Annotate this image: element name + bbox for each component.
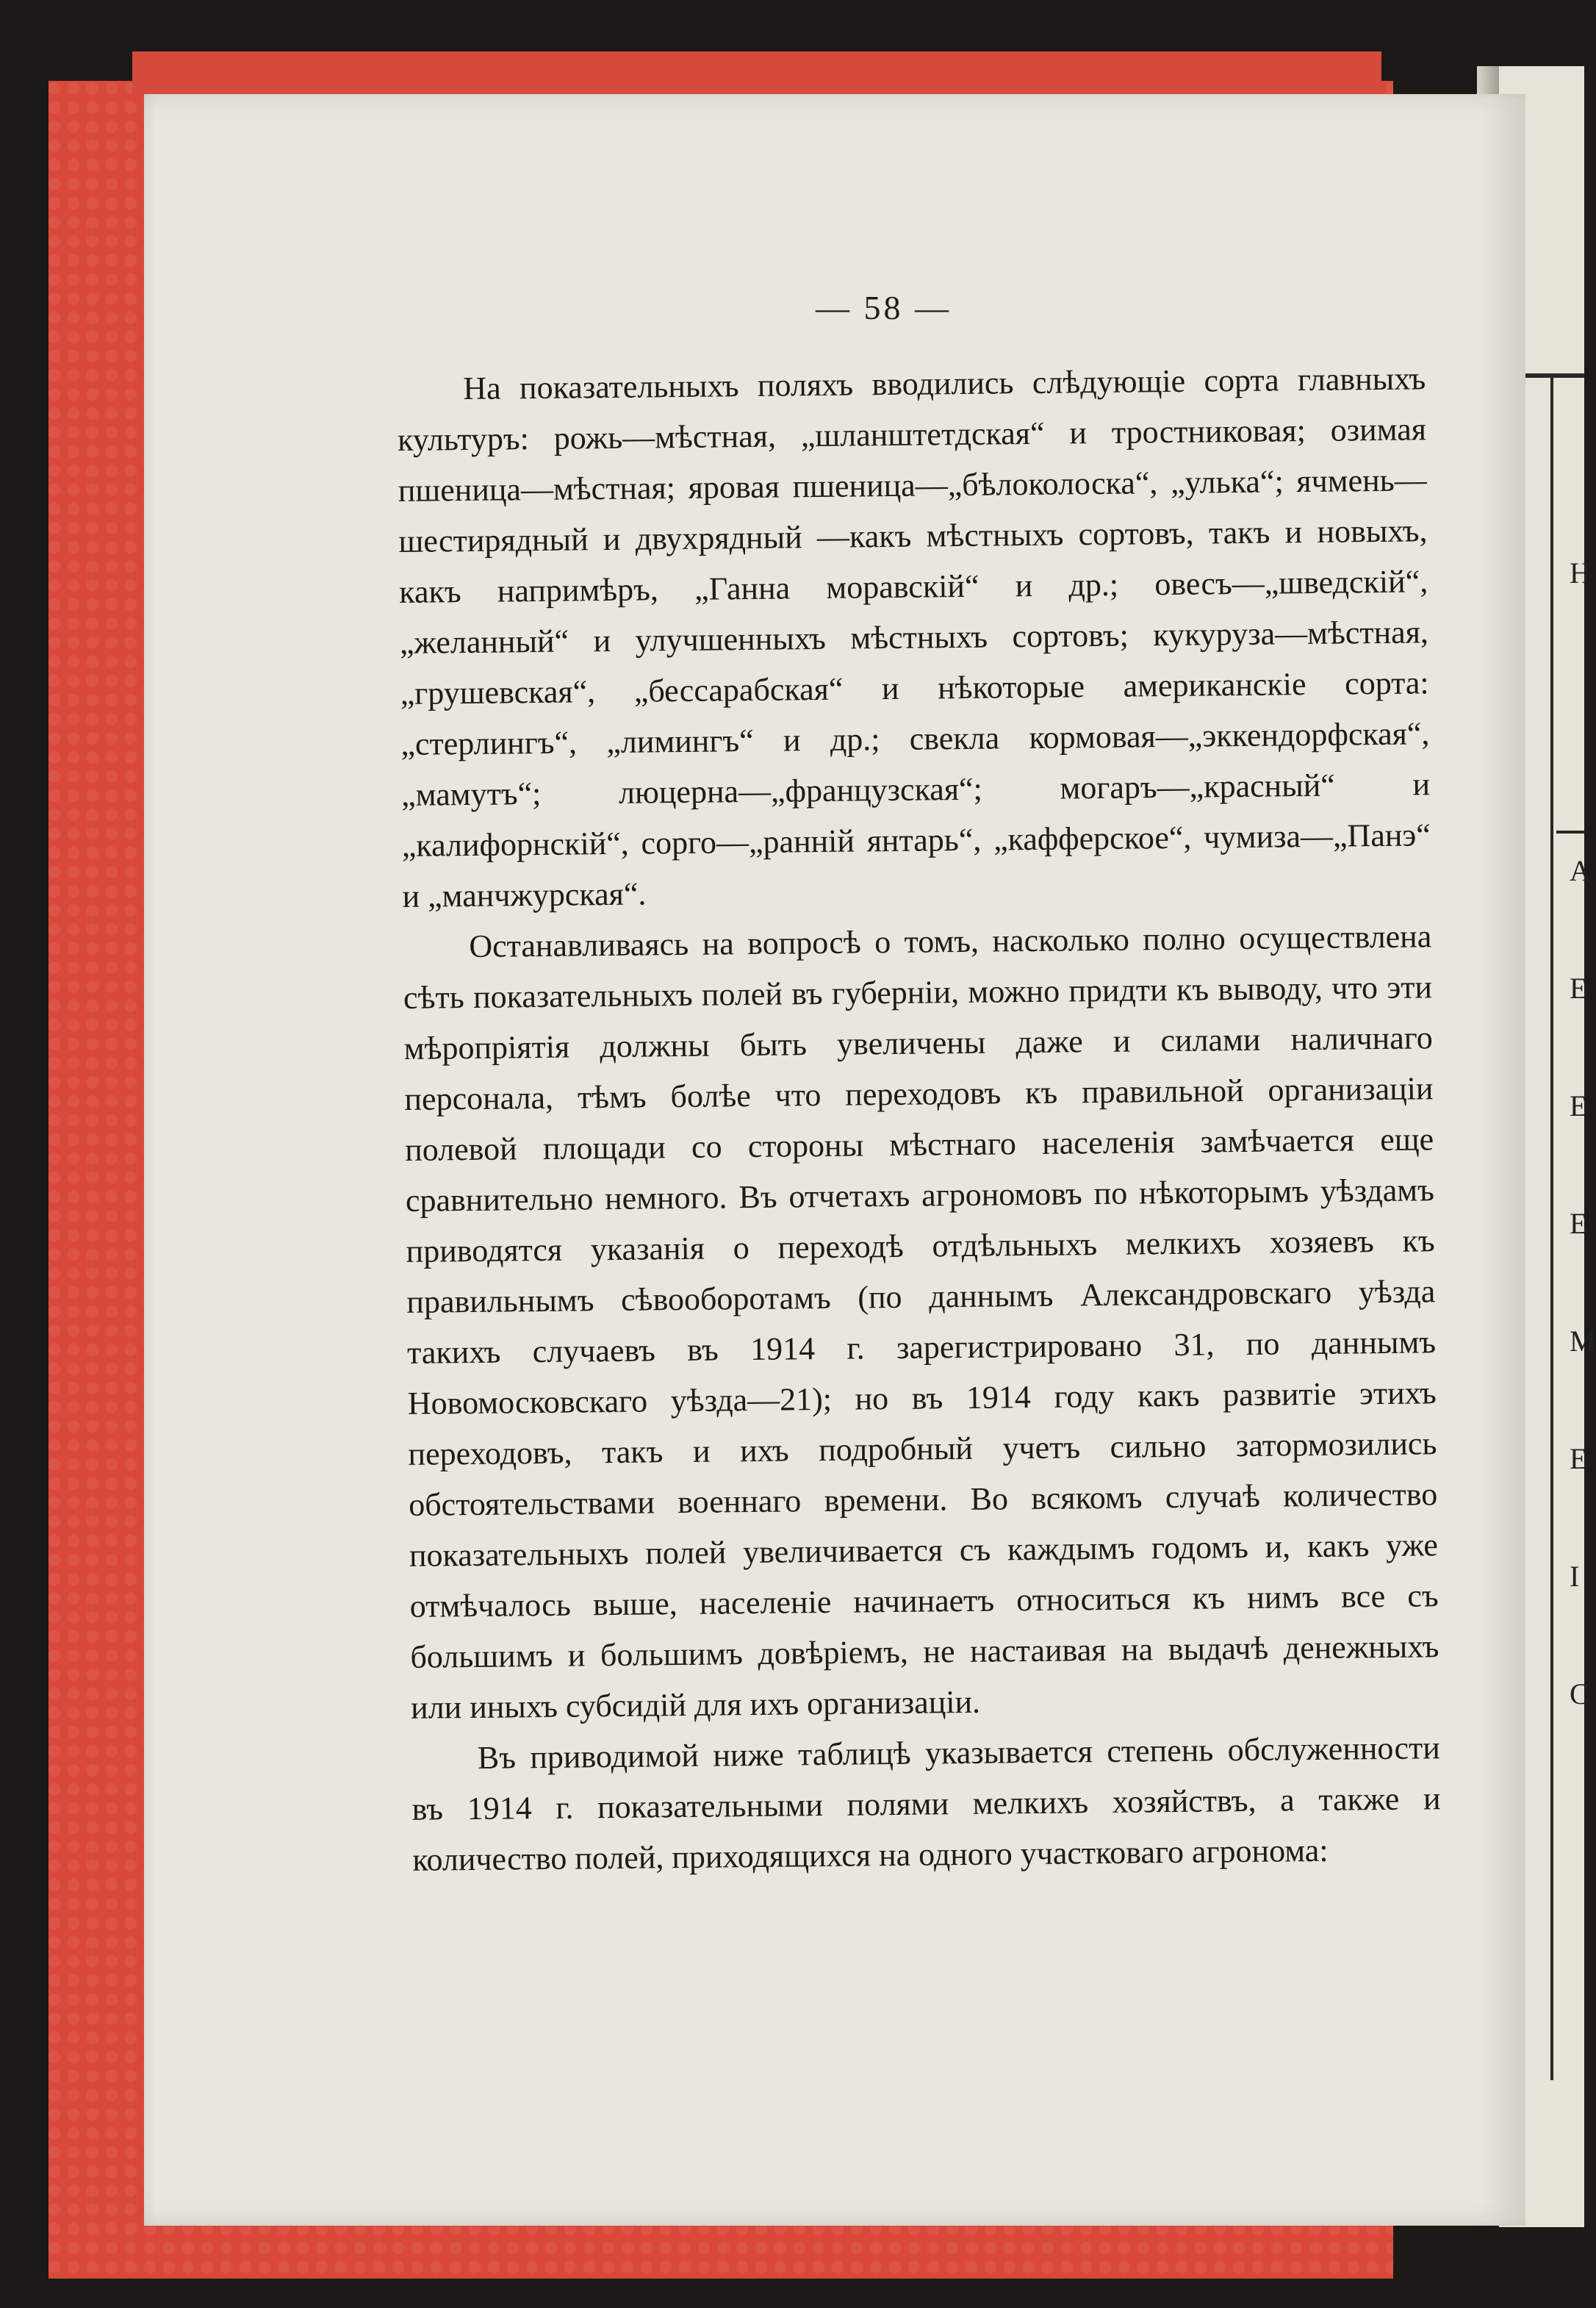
edge-letter: Е (1570, 1442, 1588, 1475)
paragraph: На показательныхъ поляхъ вводились слѣдующіе сорта главныхъ культуръ: рожь—мѣстная, „шланштетдская“ и тростниковая; озимая пшеница—мѣстная; яровая пшеница—„бѣлоколоска“, „улька“; ячмень—шестирядный и двухрядный —какъ мѣстныхъ сортовъ, такъ и новыхъ, какъ напримѣръ, „Ганна моравскій“ и др.; овесъ—„шведскій“, „желанный“ и улучшенныхъ мѣстныхъ сортовъ; кукуруза—мѣстная, „грушевская“, „бессарабская“ и нѣкоторые американскіе сорта: „стерлингъ“, „лимингъ“ и др.; свекла кормовая—„эккендорфская“, „мамутъ“; люцерна—„французская“; могаръ—„красный“ и „калифорнскій“, сорго—„ранній янтарь“, „кафферское“, чумиза—„Панэ“ и „манчжурская“. (397, 360, 1431, 914)
book-cover-top (132, 51, 1381, 96)
table-rule-top (1525, 373, 1584, 378)
edge-letter: І (1570, 1560, 1580, 1593)
edge-letter: С (1570, 1677, 1589, 1710)
paragraph: Останавливаясь на вопросѣ о томъ, насколько полно осуществлена сѣть показательныхъ полей въ губерніи, можно придти къ выводу, что эти мѣропріятія должны быть увеличены даже и силами наличнаго персонала, тѣмъ болѣе что переходовъ къ правильной организаціи полевой площади со стороны мѣстнаго населенія замѣчается еще сравнительно немного. Въ отчетахъ агрономовъ по нѣкоторымъ уѣздамъ приводятся указанія о переходѣ отдѣльныхъ мелкихъ хозяевъ къ правильнымъ сѣвооборотамъ (по даннымъ Александровскаго уѣзда такихъ случаевъ въ 1914 г. зарегистрировано 31, по даннымъ Новомосковскаго уѣзда—21); но въ 1914 году какъ развитіе этихъ переходовъ, такъ и ихъ подробный учетъ сильно затормозились обстоятельствами военнаго времени. Во всякомъ случаѣ количество показательныхъ полей увеличивается съ каждымъ годомъ и, какъ уже отмѣчалось выше, населеніе начинаетъ относиться къ нимъ все съ большимъ и большимъ довѣріемъ, не настаивая на выдачѣ денежныхъ или иныхъ субсидій для ихъ организаціи. (403, 918, 1439, 1726)
body-text (397, 353, 1442, 1885)
table-rule-vertical (1550, 375, 1553, 2080)
edge-letter: А (1570, 854, 1591, 887)
table-rule-mid (1556, 831, 1586, 834)
edge-letter: М (1570, 1325, 1596, 1358)
page-number: — 58 — (816, 289, 952, 326)
edge-letter: Е (1570, 972, 1588, 1005)
edge-letter: Е (1570, 1089, 1588, 1122)
paragraph: Въ приводимой ниже таблицѣ указывается степень обслуженности въ 1914 г. показательными полями мелкихъ хозяйствъ, а также и количество полей, приходящихся на одного участковаго агронома: (411, 1730, 1441, 1878)
edge-letter: Е (1570, 1207, 1588, 1240)
edge-letter: Н (1570, 556, 1591, 589)
